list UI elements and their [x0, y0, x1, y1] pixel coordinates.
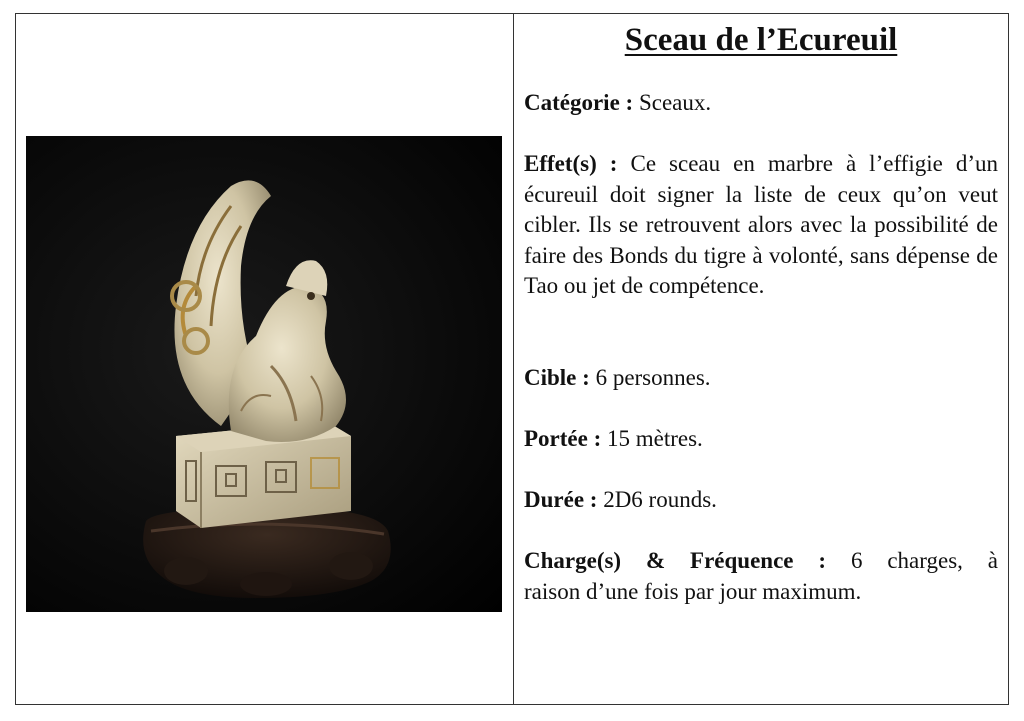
field-cible-label: Cible :	[524, 365, 590, 390]
seal-photo	[26, 136, 502, 612]
field-charges-value-line2: raison d’une fois par jour maximum.	[524, 578, 862, 604]
field-categorie-value: Sceaux.	[638, 90, 712, 115]
field-charges	[524, 546, 998, 607]
field-effets-label: Effet(s) :	[524, 151, 618, 176]
field-categorie-label: Catégorie :	[524, 90, 634, 115]
field-charges-label: Charge(s) & Fréquence :	[524, 548, 827, 573]
field-duree-label: Durée :	[524, 487, 598, 512]
card-title: Sceau de l’Ecureuil	[624, 22, 898, 58]
field-portee-label: Portée :	[524, 426, 602, 451]
description-cell	[514, 14, 1008, 704]
field-categorie	[524, 88, 998, 119]
squirrel-seal-figure	[26, 136, 502, 612]
field-charges-line1	[524, 546, 998, 577]
field-duree-value: 2D6 rounds.	[603, 487, 717, 512]
field-portee	[524, 424, 998, 455]
field-duree	[524, 485, 998, 516]
image-cell	[16, 14, 514, 704]
field-effets-value: Ce sceau en marbre à l’effigie d’un écureuil doit signer la liste de ceux qu’on veut cibler. Ils se retrouvent alors avec la possibilité de faire des Bonds du tigre à volonté, sans dépense de Tao ou jet de compétence.	[524, 151, 998, 298]
field-charges-value-line1: 6 charges, à	[850, 548, 998, 573]
field-cible	[524, 363, 998, 394]
field-portee-value: 15 mètres.	[607, 426, 703, 451]
field-effets	[524, 149, 998, 302]
item-card	[15, 13, 1009, 705]
field-cible-value: 6 personnes.	[595, 365, 711, 390]
